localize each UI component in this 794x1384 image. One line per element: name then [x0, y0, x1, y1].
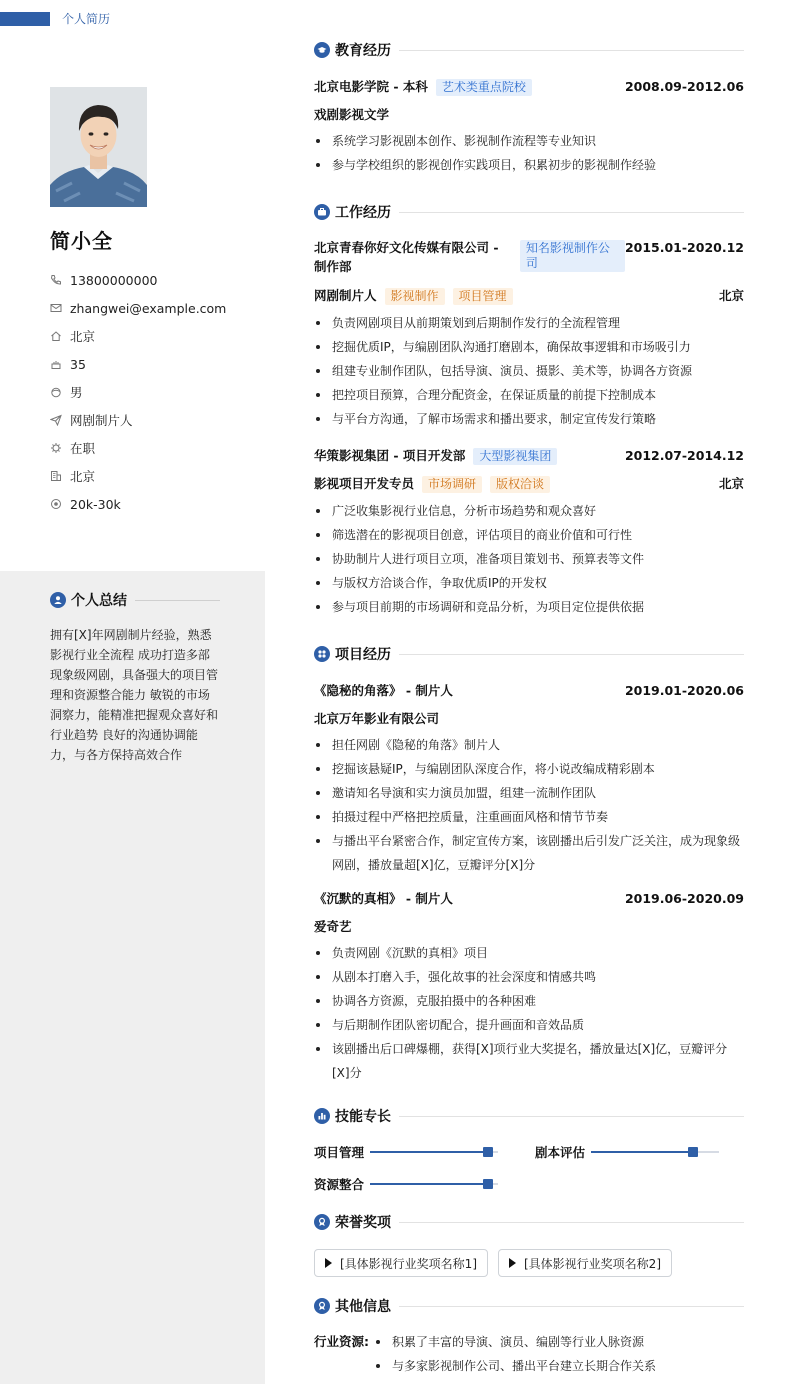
bar-chart-icon [314, 1108, 330, 1124]
school-name: 北京电影学院 - 本科 [314, 78, 428, 94]
project-1-name: 《隐秘的角落》 - 制片人 [314, 683, 453, 698]
job-2-role-row [314, 474, 744, 492]
info-status-text: 在职 [70, 441, 96, 456]
job-1-company: 北京青春你好文化传媒有限公司 - 制作部 [314, 240, 499, 274]
education-row [314, 77, 744, 95]
education-heading [314, 40, 744, 60]
list-item: 组建专业制作团队，包括导演、演员、摄影、美术等，协调各方资源 [314, 359, 744, 383]
list-item: 邀请知名导演和实力演员加盟，组建一流制作团队 [314, 781, 744, 805]
job-2-role: 影视项目开发专员 [314, 475, 415, 491]
awards-heading [314, 1212, 744, 1232]
info-position [50, 406, 260, 434]
divider [399, 654, 744, 655]
list-item: 把控项目预算，合理分配资金，在保证质量的前提下控制成本 [314, 383, 744, 407]
education-date: 2008.09-2012.06 [624, 78, 744, 94]
list-item: 负责网剧项目从前期策划到后期制作发行的全流程管理 [314, 311, 744, 335]
summary-heading [50, 590, 220, 610]
job-2-company: 华策影视集团 - 项目开发部 [314, 447, 466, 463]
mail-icon [50, 302, 62, 314]
job-2-tag: 大型影视集团 [473, 448, 557, 465]
work-heading [314, 202, 744, 222]
job-1-tag: 知名影视制作公司 [520, 240, 625, 272]
user-icon [50, 592, 66, 608]
skill-item [314, 1144, 498, 1160]
list-item: 广泛收集影视行业信息，分析市场趋势和观众喜好 [314, 499, 744, 523]
project-1-bullets [314, 733, 744, 877]
salary-icon [50, 498, 62, 510]
skill-name: 剧本评估 [535, 1145, 586, 1160]
education-bullets [314, 129, 744, 177]
profile-name: 简小全 [50, 229, 113, 253]
list-item: 从剧本打磨入手，强化故事的社会深度和情感共鸣 [314, 965, 744, 989]
info-status [50, 434, 260, 462]
award-item[interactable] [314, 1249, 488, 1277]
divider [399, 1222, 744, 1223]
skill-name: 项目管理 [314, 1145, 365, 1160]
list-item: 担任网剧《隐秘的角落》制片人 [314, 733, 744, 757]
divider [399, 50, 744, 51]
status-icon [50, 442, 62, 454]
project-1-org: 北京万年影业有限公司 [314, 711, 440, 726]
job-1-skill-tag: 影视制作 [385, 288, 445, 305]
skill-name: 资源整合 [314, 1177, 365, 1192]
project-2-org: 爱奇艺 [314, 919, 352, 934]
skill-fill [591, 1151, 693, 1153]
header-accent-bar [0, 12, 50, 26]
page-title: 个人简历 [62, 12, 111, 26]
job-1-city: 北京 [718, 288, 744, 303]
profile-photo [50, 87, 147, 207]
info-city [50, 462, 260, 490]
info-gender-text: 男 [70, 385, 83, 400]
list-item: 与多家影视制作公司、播出平台建立长期合作关系 [374, 1354, 744, 1378]
job-1-bullets [314, 311, 744, 431]
other-heading [314, 1296, 744, 1316]
job-1-skill-tag: 项目管理 [453, 288, 513, 305]
graduation-cap-icon [314, 42, 330, 58]
job-2-header [314, 446, 744, 464]
skill-fill [370, 1183, 488, 1185]
info-salary [50, 490, 260, 518]
skills-title: 技能专长 [335, 1109, 391, 1125]
phone-icon [50, 274, 62, 286]
projects-title: 项目经历 [335, 647, 391, 663]
home-icon [50, 330, 62, 342]
divider [135, 600, 220, 601]
award-item[interactable] [498, 1249, 672, 1277]
info-location [50, 322, 260, 350]
info-email-text: zhangwei@example.com [70, 300, 227, 316]
skill-knob [688, 1147, 698, 1157]
education-title: 教育经历 [335, 43, 391, 59]
skill-fill [370, 1151, 488, 1153]
play-icon [509, 1258, 516, 1268]
work-title: 工作经历 [335, 205, 391, 221]
job-1-role: 网剧制片人 [314, 287, 377, 303]
job-1-header [314, 238, 744, 276]
list-item: 筛选潜在的影视项目创意，评估项目的商业价值和可行性 [314, 523, 744, 547]
project-1-date: 2019.01-2020.06 [624, 682, 744, 698]
building-icon [50, 470, 62, 482]
divider [399, 212, 744, 213]
award-icon [314, 1298, 330, 1314]
divider [399, 1306, 744, 1307]
project-2-date: 2019.06-2020.09 [624, 890, 744, 906]
divider [399, 1116, 744, 1117]
skills-heading [314, 1106, 744, 1126]
info-age [50, 350, 260, 378]
info-email [50, 294, 260, 322]
list-item: 该剧播出后口碑爆棚，获得[X]项行业大奖提名，播放量达[X]亿，豆瓣评分[X]分 [314, 1037, 744, 1085]
gender-icon [50, 386, 62, 398]
job-2-skill-tag: 市场调研 [422, 476, 482, 493]
info-age-text: 35 [70, 356, 86, 372]
job-2-bullets [314, 499, 744, 619]
job-1-role-row [314, 286, 744, 304]
list-item: 协助制片人进行项目立项，准备项目策划书、预算表等文件 [314, 547, 744, 571]
skill-track [591, 1151, 719, 1153]
education-major: 戏剧影视文学 [314, 107, 390, 122]
project-1-org-row [314, 709, 744, 727]
summary-text: 拥有[X]年网剧制片经验，熟悉影视行业全流程 成功打造多部现象级网剧，具备强大的项目管理和资源整合能力 敏锐的市场洞察力，能精准把握观众喜好和行业趋势 良好的沟通协调能力，与各方保持高效合作 [50, 628, 219, 762]
skill-item [314, 1176, 498, 1192]
skill-track [370, 1183, 498, 1185]
award-icon [314, 1214, 330, 1230]
list-item: 拍摄过程中严格把控质量，注重画面风格和情节节奏 [314, 805, 744, 829]
other-title: 其他信息 [335, 1299, 391, 1315]
summary-title: 个人总结 [71, 593, 127, 609]
project-2-name: 《沉默的真相》 - 制片人 [314, 891, 453, 906]
list-item: 系统学习影视剧本创作、影视制作流程等专业知识 [314, 129, 744, 153]
info-city-text: 北京 [70, 469, 96, 484]
list-item: 挖掘该悬疑IP，与编剧团队深度合作，将小说改编成精彩剧本 [314, 757, 744, 781]
skill-item [535, 1144, 719, 1160]
cake-icon [50, 358, 62, 370]
list-item: 参与学校组织的影视创作实践项目，积累初步的影视制作经验 [314, 153, 744, 177]
list-item: 参与项目前期的市场调研和竞品分析，为项目定位提供依据 [314, 595, 744, 619]
play-icon [325, 1258, 332, 1268]
job-1-date: 2015.01-2020.12 [624, 240, 744, 255]
project-2-bullets [314, 941, 744, 1085]
info-salary-text: 20k-30k [70, 496, 121, 512]
job-2-city: 北京 [718, 476, 744, 491]
job-2-date: 2012.07-2014.12 [624, 447, 744, 463]
info-phone [50, 266, 260, 294]
info-position-text: 网剧制片人 [70, 413, 133, 428]
job-2-skill-tag: 版权洽谈 [490, 476, 550, 493]
info-location-text: 北京 [70, 329, 96, 344]
list-item: 负责网剧《沉默的真相》项目 [314, 941, 744, 965]
grid-icon [314, 646, 330, 662]
info-gender [50, 378, 260, 406]
award-name: [具体影视行业奖项名称1] [340, 1256, 477, 1271]
list-item: 与版权方洽谈合作，争取优质IP的开发权 [314, 571, 744, 595]
projects-heading [314, 644, 744, 664]
project-1-header [314, 681, 744, 699]
awards-title: 荣誉奖项 [335, 1215, 391, 1231]
skill-knob [483, 1179, 493, 1189]
project-2-org-row [314, 917, 744, 935]
skill-knob [483, 1147, 493, 1157]
other-bullets [374, 1330, 744, 1378]
briefcase-icon [314, 204, 330, 220]
project-2-header [314, 889, 744, 907]
award-name: [具体影视行业奖项名称2] [524, 1256, 661, 1271]
education-major-row [314, 105, 744, 123]
list-item: 与后期制作团队密切配合，提升画面和音效品质 [314, 1013, 744, 1037]
send-icon [50, 414, 62, 426]
other-label: 行业资源: [314, 1334, 369, 1349]
list-item: 积累了丰富的导演、演员、编剧等行业人脉资源 [374, 1330, 744, 1354]
list-item: 协调各方资源，克服拍摄中的各种困难 [314, 989, 744, 1013]
school-tag: 艺术类重点院校 [436, 79, 532, 96]
info-phone-text: 13800000000 [70, 272, 158, 288]
list-item: 与播出平台紧密合作，制定宣传方案，该剧播出后引发广泛关注，成为现象级网剧，播放量超[X]亿，豆瓣评分[X]分 [314, 829, 744, 877]
contact-info-list [50, 266, 260, 518]
list-item: 挖掘优质IP，与编剧团队沟通打磨剧本，确保故事逻辑和市场吸引力 [314, 335, 744, 359]
skill-track [370, 1151, 498, 1153]
list-item: 与平台方沟通，了解市场需求和播出要求，制定宣传发行策略 [314, 407, 744, 431]
